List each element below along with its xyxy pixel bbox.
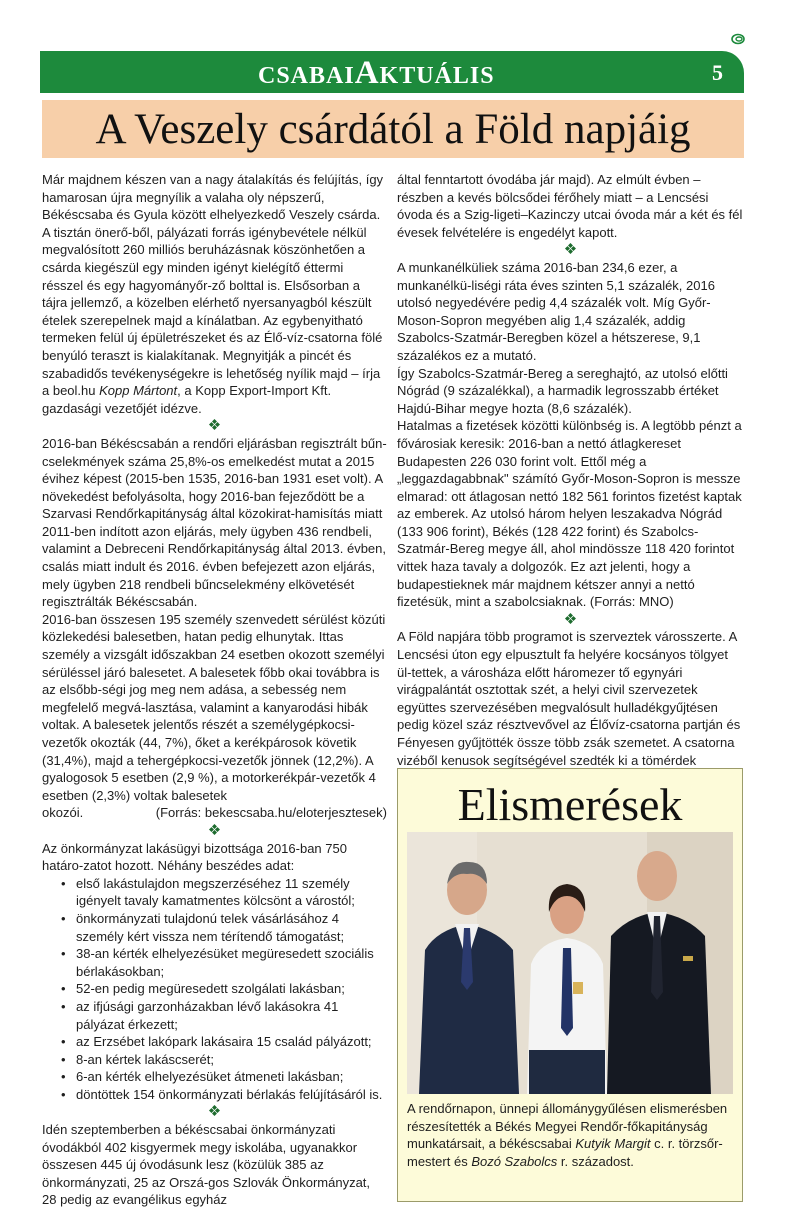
separator-ornament: ❖: [207, 417, 222, 435]
page-title: A Veszely csárdától a Föld napjáig: [95, 106, 691, 153]
separator-ornament: ❖: [207, 821, 222, 839]
paragraph-kindergarten: Idén szeptemberben a békéscsabai önkormányzati óvodákból 402 kisgyermek megy iskolába, ugyanakkor összesen 445 új óvodásunk lesz (közülük 385 az önkormányzati, 25 az Orszá-gos Szlovák Önkormányzat, 28 pedig az evangélikus egyház: [42, 1122, 371, 1208]
right-column: [397, 171, 744, 787]
masthead: CSABAIAKTUÁLIS: [258, 55, 495, 91]
housing-list: [42, 875, 387, 1104]
list-item: • az Erzsébet lakópark lakásaira 15 család pályázott;: [76, 1033, 387, 1051]
list-item: • az ifjúsági garzonházakban lévő lakásokra 41 pályázat érkezett;: [76, 998, 387, 1033]
award-photo: [407, 832, 733, 1094]
paragraph-crime-stats: 2016-ban Békéscsabán a rendőri eljárásban regisztrált bűn-cselekmények száma 25,8%-os emelkedést mutat a 2015 évihez képest (2015-ben 1535, 2016-ban 1931 eset volt). A növekedést befolyásolta, hogy 2016-ban fejeződött be a Szarvasi Rendőrkapitányság által közokirat-hamisítás miatt 2011-ben indított azon eljárás, mely ügyben 436 rendbeli, valamint a Debreceni Rendőrkapitányság által 2013. évben, csalás miatt indult és 2016. évben befejezett azon eljárás, mely ügyben 218 rendbeli bűncselekmény elkövetését regisztrálták Békéscsabán.: [42, 435, 387, 610]
box-title: Elismerések: [457, 779, 683, 830]
swirl-icon: [731, 33, 745, 45]
left-column: [42, 171, 387, 1209]
paragraph-kindergarten-cont: által fenntartott óvodába jár majd). Az elmúlt évben – részben a kevés bölcsődei férőhely miatt – a Lencsési óvoda és a Szig-ligeti–Kazinczy utcai óvoda már a két és fél évesek felvételére is engedélyt kapott.: [397, 172, 743, 240]
paragraph-housing-intro: Az önkormányzat lakásügyi bizottsága 2016-ban 750 határo-zatot hozott. Néhány beszédes adat:: [42, 840, 347, 874]
person-name: Kutyik Margit: [575, 1136, 651, 1151]
paragraph-veszely: Már majdnem készen van a nagy átalakítás és felújítás, így hamarosan újra megnyílik a valaha oly népszerű, Békéscsaba és Gyula között elhelyezkedő Veszely csárda. A tisztán önerő-ből, pályázati forrás igénybevétele nélkül megvalósított 260 milliós beruházásnak köszönhetően a csárda kiegészül egy minden igényt kielégítő éttermi résszel és egy hagyományőr-ző bolttal is. Elsősorban a tájra jellemző, a közelben elérhető nyersanyagból készült ételek szerepelnek majd a kínálatban. Az egybenyitható termeken felül új épületrészeket és az Élő-víz-csatorna fölé benyúló teraszt is kialakítanak. Megnyitják a pincét és szabadidős tevékenységekre is lehetőség nyílik majd – írja a beol.hu Kopp Mártont, a Kopp Export-Import Kft. gazdasági vezetőjét idézve.: [42, 172, 384, 416]
separator-ornament: ❖: [563, 610, 578, 628]
person-name: Kopp Mártont: [99, 383, 178, 399]
source-line: okozói. (Forrás: bekescsaba.hu/eloterjesztesek): [42, 805, 387, 821]
paragraph-traffic-accidents: 2016-ban összesen 195 személy szenvedett sérülést közúti közlekedési balesetben, hatan pedig elhunytak. Ittas személy a vizsgált időszakban 24 esetben okozott személyi sérüléssel járó balesetet. A balesetek főbb okai továbbra is az elsőbb-ségi jog meg nem adása, a sebesség nem megfelelő megvá-lasztása, valamint a kanyarodási hibák voltak. A balesetek jelentős részét a személygépkocsi-vezetők okozták (44, 7%), őket a kerékpárosok követik (31,4%), majd a tehergépkocsi-vezetők jönnek (12,2%). A gyalogosok 5 esetben (2,9 %), a motorkerékpár-vezetők 4 esetben (2,3%) voltak balesetek: [42, 611, 386, 803]
list-item: • döntöttek 154 önkormányzati bérlakás felújításáról is.: [76, 1086, 387, 1104]
list-item: • 38-an kérték elhelyezésüket megüresedett szociális bérlakásokban;: [76, 945, 387, 980]
separator-ornament: ❖: [207, 1103, 222, 1121]
paragraph-unemployment: A munkanélküliek száma 2016-ban 234,6 ezer, a munkanélkü-liségi ráta éves szinten 5,1 százalék, 2016 utolsó negyedévére pedig 4,4 százalék volt. Míg Győr-Moson-Sopron megyében alig 1,4 százalék, addig Szabolcs-Szatmár-Beregben közel a hétszerese, 9,1 százalékos ez a mutató.: [397, 259, 715, 363]
photo-caption: A rendőrnapon, ünnepi állománygyűlésen elismerésben részesítették a Békés Megyei Rendőr-főkapitányság munkatársait, a békéscsabai Kutyik Margit c. r. törzsőr-mestert és Bozó Szabolcs r. századost.: [407, 1101, 728, 1169]
paragraph-earth-day: A Föld napjára több programot is szerveztek városszerte. A Lencsési úton egy elpusztult fa helyére kocsányos tölgyet ül-tettek, a városháza előtt háromezer tő egynyári virágpalántát osztottak szét, a helyi civil szervezetek együttes szervezésében megvalósult hulladékgyűjtésen pedig közel száz résztvevővel az Élővíz-csatorna partján és Fényesen gyűjtötték össze több zsák szemetet. A csatorna vizéből kenusok segítségével szedték ki a tömérdek: [397, 629, 741, 768]
list-item: • 52-en pedig megüresedett szolgálati lakásban;: [76, 980, 387, 998]
page-number: 5: [712, 60, 723, 85]
separator-ornament: ❖: [563, 241, 578, 259]
list-item: • önkormányzati tulajdonú telek vásárlásához 4 személy kért vissza nem térítendő támogatást;: [76, 910, 387, 945]
list-item: • 8-an kértek lakáscserét;: [76, 1051, 387, 1069]
list-item: • 6-an kérték elhelyezésüket átmeneti lakásban;: [76, 1068, 387, 1086]
person-name: Bozó Szabolcs: [471, 1153, 558, 1169]
source-citation: (Forrás: bekescsaba.hu/eloterjesztesek): [155, 805, 387, 821]
recognition-box: [397, 768, 743, 1202]
paragraph-salaries: Hatalmas a fizetések közötti különbség is. A legtöbb pénzt a fővárosiak keresik: 2016-ban a nettó átlagkereset Budapesten 226 030 forint volt. Ettől még a „leggazdagabbnak" számító Győr-Moson-Sopron is messze elmarad: ott átlagosan nettó 182 561 forintos fizetést kaptak az emberek. Az utolsó három helyen leszakadva Nógrád (133 906 forint), Békés (128 422 forint) és Szabolcs-Szatmár-Bereg megye áll, ahol mindössze 118 420 forintot vittek haza tavaly a dolgozók. Ez azt jelenti, hogy a budapestieknek már majdnem kétszer annyi a nettó fizetésük, mint a szabolcsiaknak. (Forrás: MNO): [397, 418, 742, 610]
list-item: • első lakástulajdon megszerzéséhez 11 személy igényelt tavaly kamatmentes kölcsönt a várostól;: [76, 875, 387, 910]
paragraph-county-ranking: Így Szabolcs-Szatmár-Bereg a sereghajtó, az utolsó előtti Nógrád (9 százalékkal), a harmadik legrosszabb értéket Hajdú-Bihar megye hozta (8,6 százalék).: [397, 365, 728, 416]
